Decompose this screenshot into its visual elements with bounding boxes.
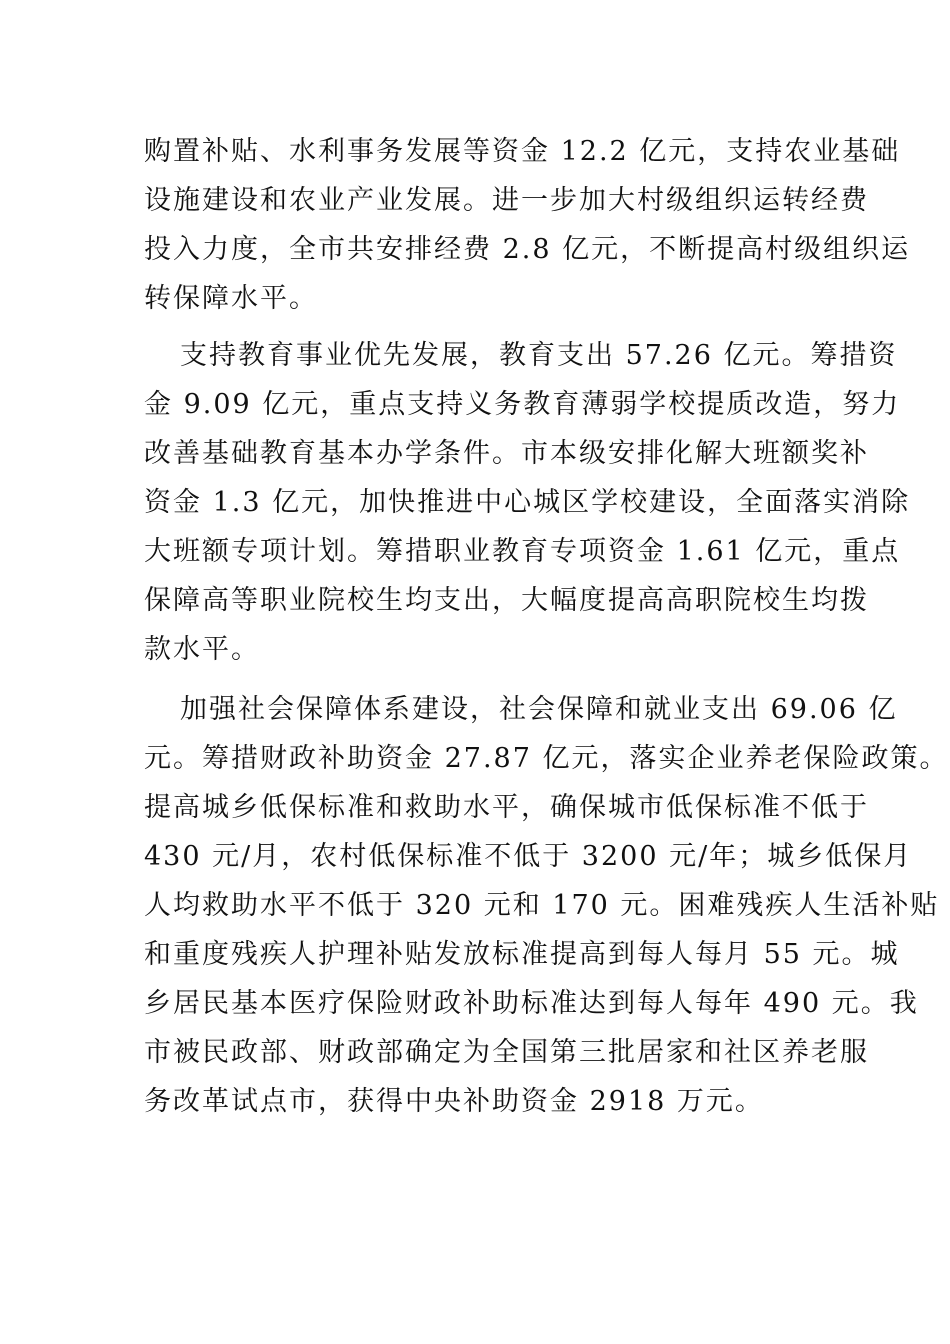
paragraph-3-line-2: 元。筹措财政补助资金 27.87 亿元，落实企业养老保险政策。 [144,743,949,774]
paragraph-2-line-5: 大班额专项计划。筹措职业教育专项资金 1.61 亿元，重点 [144,536,901,567]
paragraph-2-line-7: 款水平。 [144,634,260,665]
paragraph-3-line-4: 430 元/月，农村低保标准不低于 3200 元/年；城乡低保月 [144,841,913,872]
paragraph-3-line-7: 乡居民基本医疗保险财政补助标准达到每人每年 490 元。我 [144,988,919,1019]
paragraph-1-line-4: 转保障水平。 [144,283,318,314]
paragraph-3-line-9: 务改革试点市，获得中央补助资金 2918 万元。 [144,1086,764,1117]
paragraph-2-line-1: 支持教育事业优先发展，教育支出 57.26 亿元。筹措资 [180,340,898,371]
paragraph-3-line-6: 和重度残疾人护理补贴发放标准提高到每人每月 55 元。城 [144,939,900,970]
paragraph-2-line-6: 保障高等职业院校生均支出，大幅度提高高职院校生均拨 [144,585,869,616]
paragraph-1-line-1: 购置补贴、水利事务发展等资金 12.2 亿元，支持农业基础 [144,136,901,167]
paragraph-2-line-2: 金 9.09 亿元，重点支持义务教育薄弱学校提质改造，努力 [144,389,901,420]
paragraph-3-line-5: 人均救助水平不低于 320 元和 170 元。困难残疾人生活补贴 [144,890,940,921]
paragraph-3-line-8: 市被民政部、财政部确定为全国第三批居家和社区养老服 [144,1037,869,1068]
paragraph-2-line-3: 改善基础教育基本办学条件。市本级安排化解大班额奖补 [144,438,869,469]
paragraph-2-line-4: 资金 1.3 亿元，加快推进中心城区学校建设，全面落实消除 [144,487,911,518]
paragraph-1-line-2: 设施建设和农业产业发展。进一步加大村级组织运转经费 [144,185,869,216]
paragraph-1-line-3: 投入力度，全市共安排经费 2.8 亿元，不断提高村级组织运 [144,234,911,265]
paragraph-3-line-1: 加强社会保障体系建设，社会保障和就业支出 69.06 亿 [180,694,898,725]
paragraph-3-line-3: 提高城乡低保标准和救助水平，确保城市低保标准不低于 [144,792,869,823]
